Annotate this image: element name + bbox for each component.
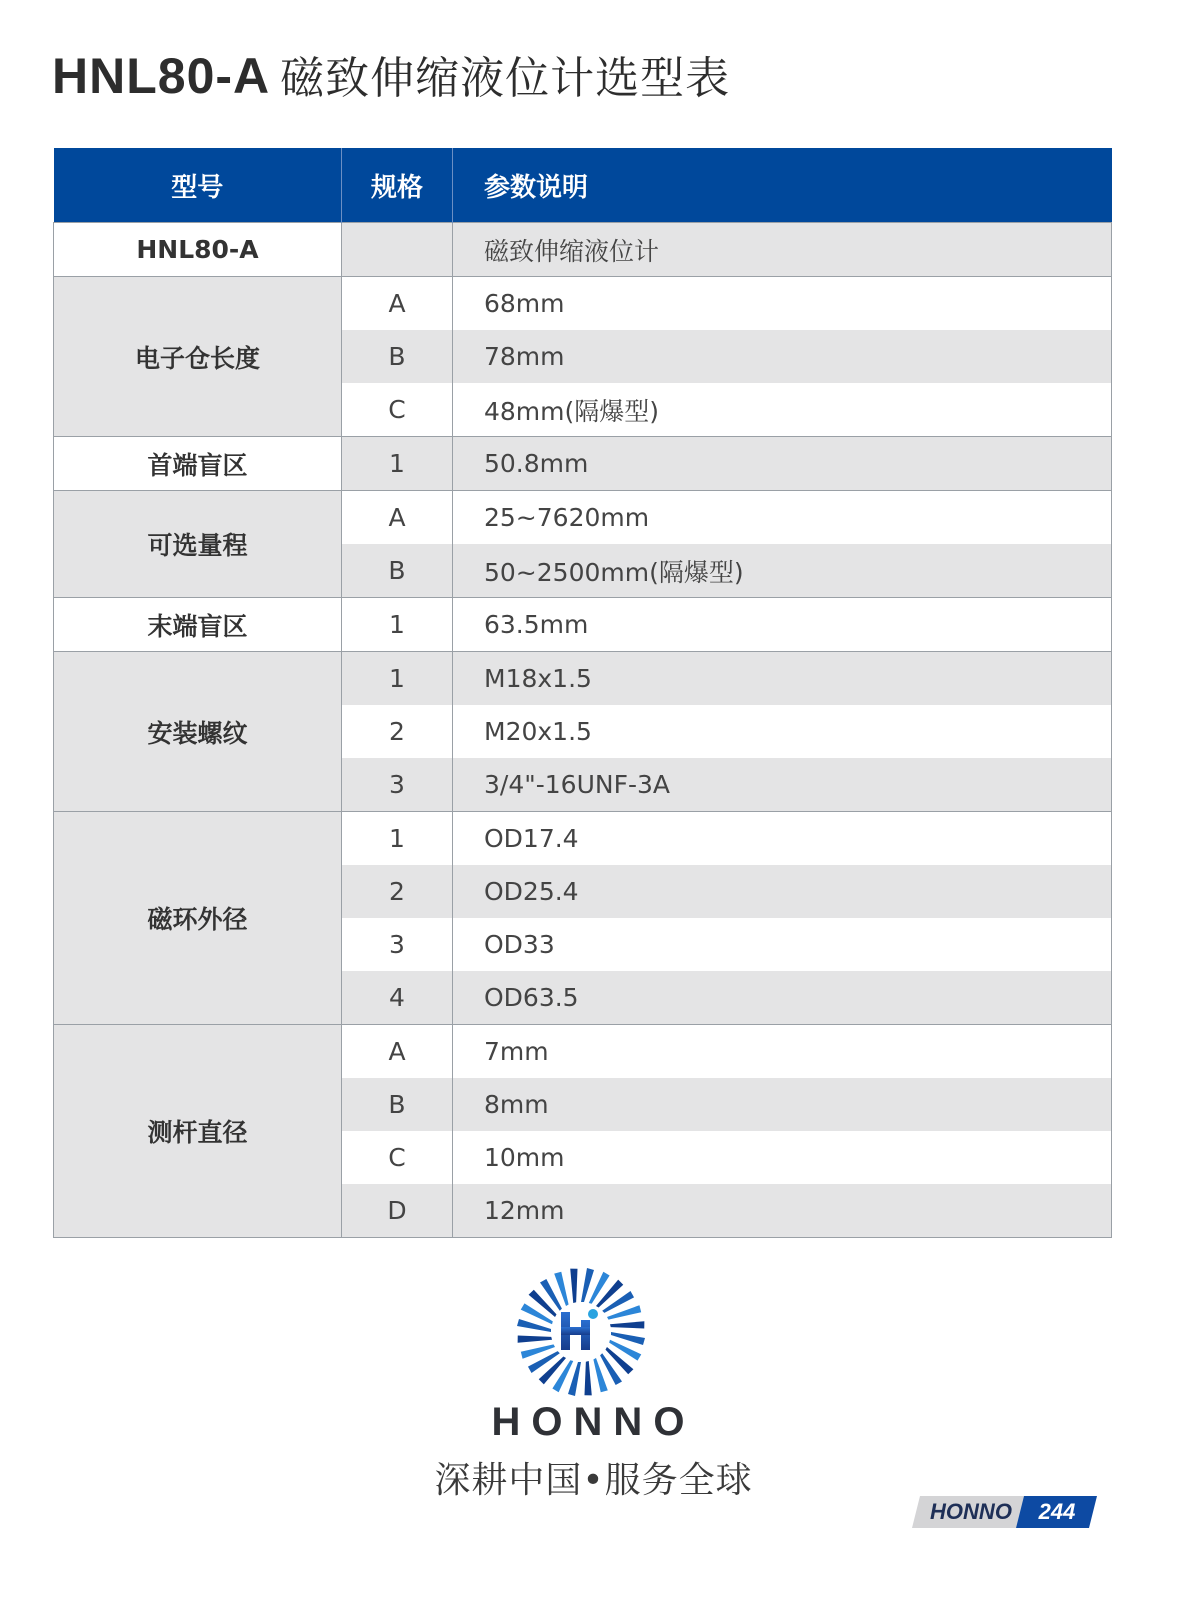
honno-logo-icon xyxy=(515,1266,647,1398)
page-number: 244 xyxy=(1038,1499,1076,1524)
spec-desc-cell: M20x1.5 xyxy=(453,705,1112,758)
spec-desc-cell: OD25.4 xyxy=(453,865,1112,918)
category-cell: 末端盲区 xyxy=(54,598,342,652)
category-cell: 可选量程 xyxy=(54,491,342,598)
table-row xyxy=(54,1025,1112,1079)
category-cell: 电子仓长度 xyxy=(54,277,342,437)
spec-desc-cell: 68mm xyxy=(453,277,1112,331)
category-cell: 首端盲区 xyxy=(54,437,342,491)
page-title-model: HNL80-A xyxy=(52,48,271,104)
spec-code-cell: 4 xyxy=(342,971,453,1025)
table-row xyxy=(54,598,1112,652)
header-spec: 规格 xyxy=(342,148,453,223)
spec-desc-cell: 3/4"-16UNF-3A xyxy=(453,758,1112,812)
table-row xyxy=(54,812,1112,866)
header-desc: 参数说明 xyxy=(453,148,1112,223)
spec-desc-cell: 50~2500mm(隔爆型) xyxy=(453,544,1112,598)
spec-desc-cell: 8mm xyxy=(453,1078,1112,1131)
table-row xyxy=(54,491,1112,545)
spec-code-cell: 1 xyxy=(342,652,453,706)
spec-desc-cell: OD33 xyxy=(453,918,1112,971)
spec-desc-cell: 10mm xyxy=(453,1131,1112,1184)
brand-slogan: 深耕中国•服务全球 xyxy=(434,1460,753,1501)
spec-code-cell: A xyxy=(342,277,453,331)
spec-code-cell: C xyxy=(342,383,453,437)
category-cell: 安装螺纹 xyxy=(54,652,342,812)
spec-desc-cell: OD17.4 xyxy=(453,812,1112,866)
spec-desc-cell: 25~7620mm xyxy=(453,491,1112,545)
category-cell: 测杆直径 xyxy=(54,1025,342,1238)
category-cell: 磁环外径 xyxy=(54,812,342,1025)
spec-code-cell: 2 xyxy=(342,705,453,758)
spec-code-cell: D xyxy=(342,1184,453,1238)
spec-code-cell: A xyxy=(342,1025,453,1079)
spec-desc-cell: 12mm xyxy=(453,1184,1112,1238)
spec-code-cell: C xyxy=(342,1131,453,1184)
spec-desc-cell: 48mm(隔爆型) xyxy=(453,383,1112,437)
model-row xyxy=(54,223,1112,277)
spec-desc-cell: OD63.5 xyxy=(453,971,1112,1025)
spec-code-cell: B xyxy=(342,1078,453,1131)
spec-code-cell: 1 xyxy=(342,598,453,652)
table-row xyxy=(54,437,1112,491)
spec-code-cell: 2 xyxy=(342,865,453,918)
spec-desc-cell: 7mm xyxy=(453,1025,1112,1079)
spec-code-cell: 3 xyxy=(342,918,453,971)
spec-desc-cell: 78mm xyxy=(453,330,1112,383)
spec-code-cell: B xyxy=(342,330,453,383)
model-desc-cell: 磁致伸缩液位计 xyxy=(453,223,1112,277)
model-cell: HNL80-A xyxy=(54,223,342,277)
spec-code-cell: 1 xyxy=(342,812,453,866)
brand-name: HONNO xyxy=(491,1400,696,1444)
logo-hi-letter xyxy=(561,1309,598,1350)
spec-code-cell: 3 xyxy=(342,758,453,812)
table-row xyxy=(54,277,1112,331)
spec-code-cell: B xyxy=(342,544,453,598)
spec-code-cell: 1 xyxy=(342,437,453,491)
footer-brand: HONNO xyxy=(930,1499,1012,1524)
page-title-subject: 磁致伸缩液位计选型表 xyxy=(280,53,731,104)
spec-desc-cell: 63.5mm xyxy=(453,598,1112,652)
spec-desc-cell: M18x1.5 xyxy=(453,652,1112,706)
selection-table xyxy=(53,148,1112,1238)
table-header-row xyxy=(54,148,1112,223)
spec-code-cell: A xyxy=(342,491,453,545)
table-row xyxy=(54,652,1112,706)
spec-desc-cell: 50.8mm xyxy=(453,437,1112,491)
header-model: 型号 xyxy=(54,148,342,223)
model-spec-cell xyxy=(342,223,453,277)
page-title xyxy=(52,42,730,106)
